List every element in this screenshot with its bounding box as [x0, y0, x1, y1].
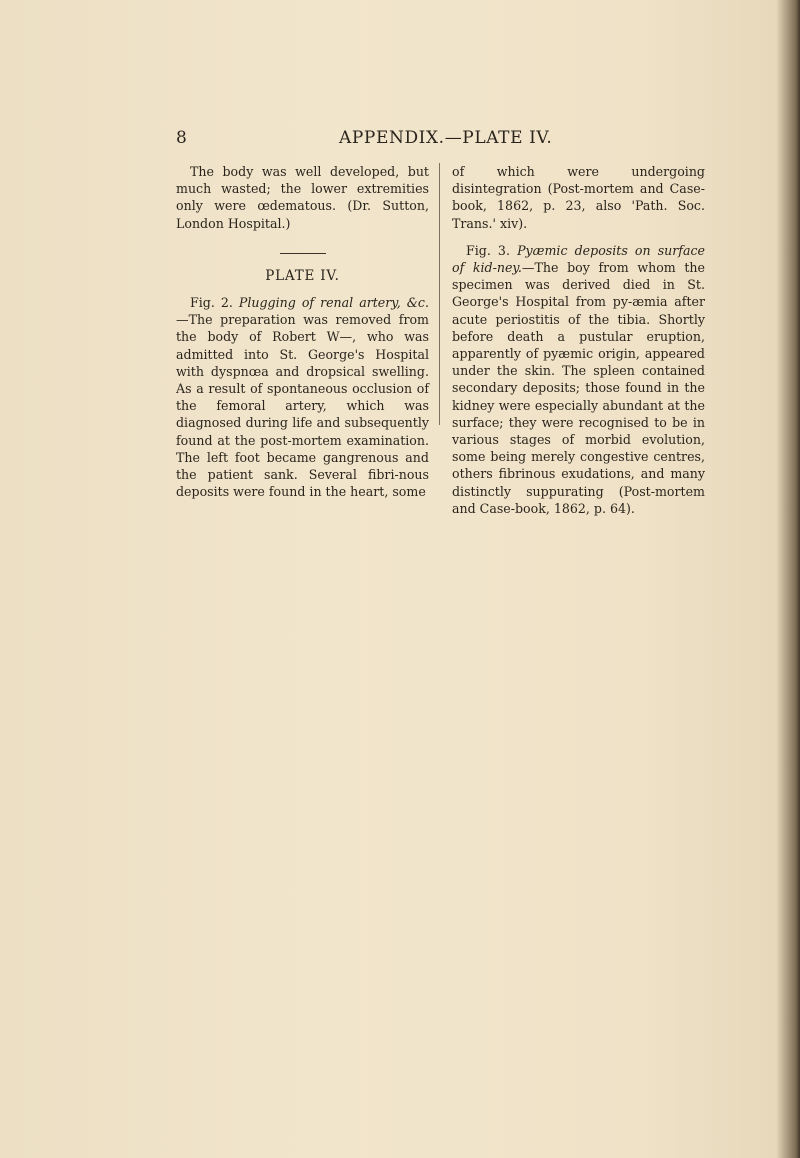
fig2-paragraph: [176, 294, 429, 500]
section-rule: [280, 253, 326, 254]
paragraph-gap: [452, 232, 705, 242]
fig3-title: Pyæmic deposits on surface of kid-ney.: [452, 242, 705, 276]
continued-paragraph-left: The body was well developed, but much wasted; the lower extremities only were œdematous. (Dr. Sutton, London Hospital.): [176, 164, 429, 231]
page-header: [176, 128, 706, 154]
fig3-paragraph: [452, 242, 705, 517]
fig2-label: Fig. 2.: [190, 295, 233, 311]
page-number: 8: [176, 128, 188, 148]
fig2-text: —The preparation was removed from the body of Robert W—, who was admitted into St. George's Hospital with dyspnœa and dropsical swelling. As a result of spontaneous occlusion of the femoral artery, which was diagnosed during life and subsequently found at the post-mortem examination. The left foot became gangrenous and the patient sank. Several fibri-nous deposits were found in the heart, some: [176, 312, 429, 500]
column-divider: [439, 163, 440, 425]
running-head: APPENDIX.—PLATE IV.: [339, 128, 553, 148]
continued-paragraph-right: of which were undergoing disintegration (Post-mortem and Case-book, 1862, p. 23, also 'Path. Soc. Trans.' xiv).: [452, 164, 705, 231]
fig2-title: Plugging of renal artery, &c.: [238, 295, 429, 311]
left-column: [176, 163, 429, 500]
fig3-label: Fig. 3.: [466, 242, 510, 258]
plate-heading: PLATE IV.: [265, 267, 340, 284]
fig3-text: —The boy from whom the specimen was derived died in St. George's Hospital from py-æmia after acute periostitis of the tibia. Shortly before death a pustular eruption, apparently of pyæmic origin, appeared under the skin. The spleen contained secondary deposits; those found in the kidney were especially abundant at the surface; they were recognised to be in various stages of morbid evolution, some being merely congestive centres, others fibrinous exudations, and many distinctly suppurating (Post-mortem and Case-book, 1862, p. 64).: [452, 260, 705, 516]
right-column: [452, 163, 705, 517]
